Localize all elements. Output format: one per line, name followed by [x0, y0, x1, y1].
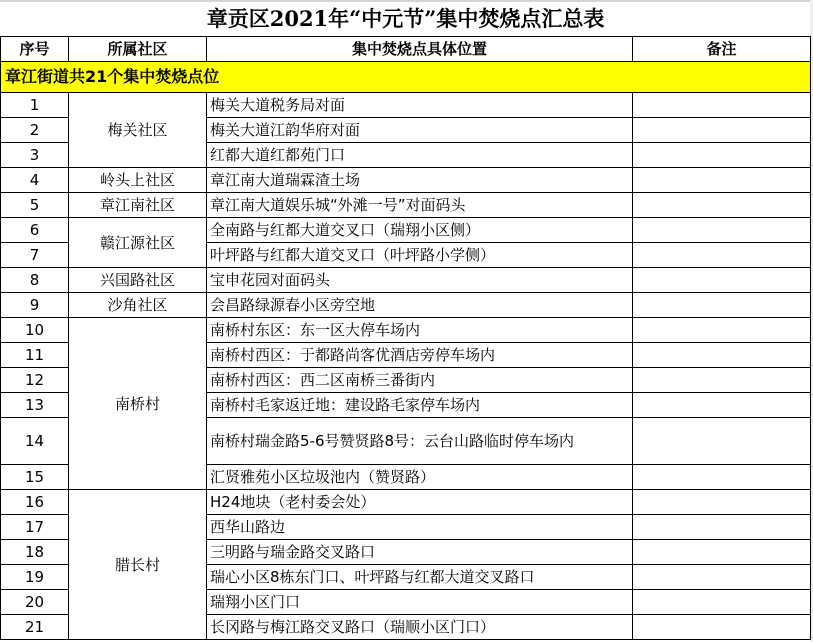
remark-cell[interactable]	[633, 615, 811, 640]
seq-cell[interactable]: 6	[1, 218, 69, 243]
seq-cell[interactable]: 15	[1, 465, 69, 490]
community-cell[interactable]: 赣江源社区	[69, 218, 207, 268]
section-label[interactable]: 章江街道共21个集中焚烧点位	[1, 62, 811, 93]
community-cell[interactable]: 南桥村	[69, 318, 207, 490]
table-row	[1, 168, 811, 193]
remark-cell[interactable]	[633, 515, 811, 540]
remark-cell[interactable]	[633, 168, 811, 193]
remark-cell[interactable]	[633, 465, 811, 490]
location-cell[interactable]: 章江南大道瑞霖渣土场	[207, 168, 633, 193]
seq-cell[interactable]: 14	[1, 418, 69, 465]
location-cell[interactable]: 会昌路绿源春小区旁空地	[207, 293, 633, 318]
seq-cell[interactable]: 1	[1, 93, 69, 118]
community-cell[interactable]: 岭头上社区	[69, 168, 207, 193]
location-cell[interactable]: 南桥村毛家返迁地：建设路毛家停车场内	[207, 393, 633, 418]
remark-cell[interactable]	[633, 143, 811, 168]
seq-cell[interactable]: 9	[1, 293, 69, 318]
seq-cell[interactable]: 21	[1, 615, 69, 640]
community-cell[interactable]: 章江南社区	[69, 193, 207, 218]
remark-cell[interactable]	[633, 590, 811, 615]
header-seq[interactable]: 序号	[1, 37, 69, 62]
seq-cell[interactable]: 18	[1, 540, 69, 565]
seq-cell[interactable]: 19	[1, 565, 69, 590]
community-cell[interactable]: 梅关社区	[69, 93, 207, 168]
remark-cell[interactable]	[633, 565, 811, 590]
remark-cell[interactable]	[633, 218, 811, 243]
location-cell[interactable]: 红都大道红都苑门口	[207, 143, 633, 168]
location-cell[interactable]: 南桥村东区：东一区大停车场内	[207, 318, 633, 343]
location-cell[interactable]: 叶坪路与红都大道交叉口（叶坪路小学侧）	[207, 243, 633, 268]
remark-cell[interactable]	[633, 118, 811, 143]
remark-cell[interactable]	[633, 368, 811, 393]
table-row	[1, 193, 811, 218]
location-cell[interactable]: 南桥村瑞金路5-6号赞贤路8号：云台山路临时停车场内	[207, 418, 633, 465]
seq-cell[interactable]: 12	[1, 368, 69, 393]
table-row	[1, 490, 811, 515]
remark-cell[interactable]	[633, 293, 811, 318]
location-cell[interactable]: 瑞翔小区门口	[207, 590, 633, 615]
seq-cell[interactable]: 17	[1, 515, 69, 540]
remark-cell[interactable]	[633, 318, 811, 343]
seq-cell[interactable]: 2	[1, 118, 69, 143]
table-row	[1, 293, 811, 318]
seq-cell[interactable]: 20	[1, 590, 69, 615]
remark-cell[interactable]	[633, 93, 811, 118]
location-cell[interactable]: 梅关大道税务局对面	[207, 93, 633, 118]
header-location[interactable]: 集中焚烧点具体位置	[207, 37, 633, 62]
remark-cell[interactable]	[633, 268, 811, 293]
remark-cell[interactable]	[633, 490, 811, 515]
remark-cell[interactable]	[633, 418, 811, 465]
table-row	[1, 318, 811, 343]
seq-cell[interactable]: 7	[1, 243, 69, 268]
location-cell[interactable]: 汇贤雅苑小区垃圾池内（赞贤路）	[207, 465, 633, 490]
header-remark[interactable]: 备注	[633, 37, 811, 62]
seq-cell[interactable]: 13	[1, 393, 69, 418]
remark-cell[interactable]	[633, 243, 811, 268]
seq-cell[interactable]: 5	[1, 193, 69, 218]
table-row	[1, 93, 811, 118]
seq-cell[interactable]: 8	[1, 268, 69, 293]
location-cell[interactable]: 南桥村西区：于都路尚客优酒店旁停车场内	[207, 343, 633, 368]
seq-cell[interactable]: 4	[1, 168, 69, 193]
location-cell[interactable]: 南桥村西区：西二区南桥三番街内	[207, 368, 633, 393]
summary-table	[0, 2, 811, 640]
location-cell[interactable]: 全南路与红都大道交叉口（瑞翔小区侧）	[207, 218, 633, 243]
community-cell[interactable]: 腊长村	[69, 490, 207, 640]
location-cell[interactable]: H24地块（老村委会处）	[207, 490, 633, 515]
seq-cell[interactable]: 10	[1, 318, 69, 343]
location-cell[interactable]: 瑞心小区8栋东门口、叶坪路与红都大道交叉路口	[207, 565, 633, 590]
section-row	[1, 62, 811, 93]
remark-cell[interactable]	[633, 393, 811, 418]
header-community[interactable]: 所属社区	[69, 37, 207, 62]
remark-cell[interactable]	[633, 343, 811, 368]
header-row	[1, 37, 811, 62]
table-row	[1, 218, 811, 243]
seq-cell[interactable]: 16	[1, 490, 69, 515]
location-cell[interactable]: 章江南大道娱乐城“外滩一号”对面码头	[207, 193, 633, 218]
seq-cell[interactable]: 3	[1, 143, 69, 168]
location-cell[interactable]: 梅关大道江韵华府对面	[207, 118, 633, 143]
seq-cell[interactable]: 11	[1, 343, 69, 368]
community-cell[interactable]: 兴国路社区	[69, 268, 207, 293]
table-title[interactable]: 章贡区2021年“中元节”集中焚烧点汇总表	[1, 2, 811, 37]
location-cell[interactable]: 三明路与瑞金路交叉路口	[207, 540, 633, 565]
location-cell[interactable]: 西华山路边	[207, 515, 633, 540]
table-row	[1, 268, 811, 293]
location-cell[interactable]: 长冈路与梅江路交叉路口（瑞顺小区门口）	[207, 615, 633, 640]
remark-cell[interactable]	[633, 193, 811, 218]
remark-cell[interactable]	[633, 540, 811, 565]
community-cell[interactable]: 沙角社区	[69, 293, 207, 318]
location-cell[interactable]: 宝申花园对面码头	[207, 268, 633, 293]
